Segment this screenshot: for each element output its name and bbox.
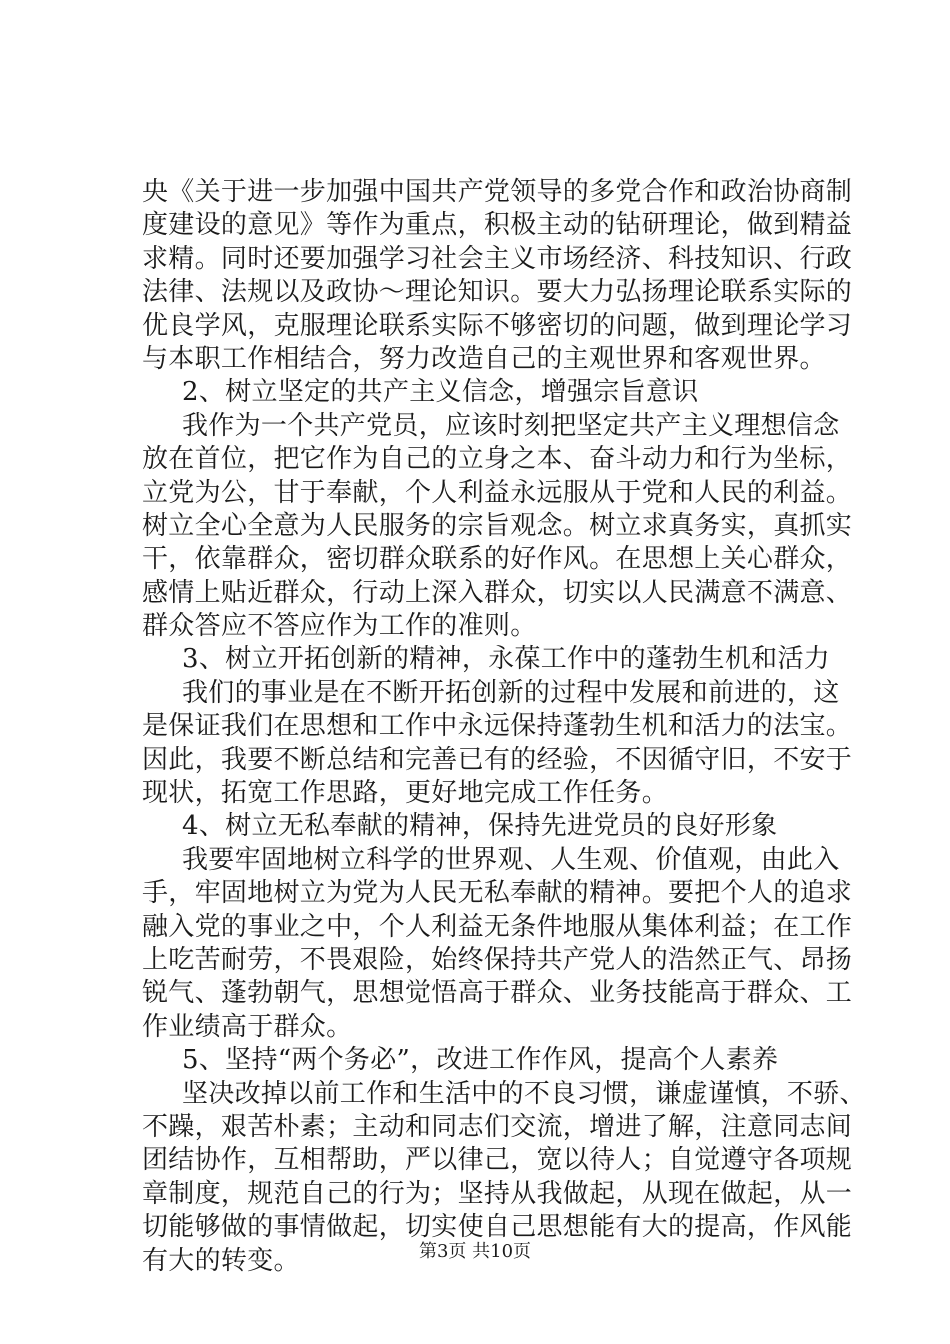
text-line: 因此，我要不断总结和完善已有的经验，不因循守旧，不安于 <box>142 744 853 775</box>
text-line: 法律、法规以及政协～理论知识。要大力弘扬理论联系实际的 <box>142 277 853 308</box>
page-footer: 第3页 共10页 <box>418 1241 532 1262</box>
text-line: 4、树立无私奉献的精神，保持先进党员的良好形象 <box>182 811 778 842</box>
text-line: 我要牢固地树立科学的世界观、人生观、价值观，由此入 <box>182 844 840 875</box>
text-line: 融入党的事业之中，个人利益无条件地服从集体利益；在工作 <box>142 911 853 942</box>
text-line: 不躁，艰苦朴素；主动和同志们交流，增进了解，注意同志间 <box>142 1111 853 1142</box>
text-line: 与本职工作相结合，努力改造自己的主观世界和客观世界。 <box>142 343 826 374</box>
text-line: 上吃苦耐劳，不畏艰险，始终保持共产党人的浩然正气、昂扬 <box>142 944 853 975</box>
text-line: 有大的转变。 <box>142 1245 300 1276</box>
text-line: 树立全心全意为人民服务的宗旨观念。树立求真务实，真抓实 <box>142 510 853 541</box>
text-line: 央《关于进一步加强中国共产党领导的多党合作和政治协商制 <box>142 177 853 207</box>
text-line: 度建设的意见》等作为重点，积极主动的钻研理论，做到精益 <box>142 210 853 241</box>
text-line: 5、坚持“两个务必”，改进工作作风，提高个人素养 <box>182 1045 779 1076</box>
text-line: 求精。同时还要加强学习社会主义市场经济、科技知识、行政 <box>142 243 853 274</box>
text-line: 手，牢固地树立为党为人民无私奉献的精神。要把个人的追求 <box>142 878 853 909</box>
text-line: 立党为公，甘于奉献，个人利益永远服从于党和人民的利益。 <box>142 477 853 508</box>
text-line: 3、树立开拓创新的精神，永葆工作中的蓬勃生机和活力 <box>182 644 831 675</box>
text-line: 切能够做的事情做起，切实使自己思想能有大的提高，作风能 <box>142 1212 853 1243</box>
text-line: 群众答应不答应作为工作的准则。 <box>142 611 537 642</box>
text-line: 干，依靠群众，密切群众联系的好作风。在思想上关心群众， <box>142 544 853 575</box>
text-line: 团结协作，互相帮助，严以律己，宽以待人；自觉遵守各项规 <box>142 1145 853 1176</box>
text-line: 是保证我们在思想和工作中永远保持蓬勃生机和活力的法宝。 <box>142 711 853 742</box>
text-line: 锐气、蓬勃朝气，思想觉悟高于群众、业务技能高于群众、工 <box>142 978 853 1009</box>
text-line: 现状，拓宽工作思路，更好地完成工作任务。 <box>142 778 669 809</box>
text-line: 坚决改掉以前工作和生活中的不良习惯，谦虚谨慎，不骄、 <box>182 1078 866 1109</box>
text-line: 优良学风，克服理论联系实际不够密切的问题，做到理论学习 <box>142 310 853 341</box>
text-line: 2、树立坚定的共产主义信念，增强宗旨意识 <box>182 377 699 408</box>
document-body <box>142 176 866 1278</box>
text-line: 作业绩高于群众。 <box>142 1011 353 1042</box>
text-line: 我作为一个共产党员，应该时刻把坚定共产主义理想信念 <box>182 410 840 441</box>
text-line: 章制度，规范自己的行为；坚持从我做起，从现在做起，从一 <box>142 1178 853 1209</box>
text-line: 感情上贴近群众，行动上深入群众，切实以人民满意不满意、 <box>142 577 853 608</box>
text-line: 我们的事业是在不断开拓创新的过程中发展和前进的，这 <box>182 677 840 708</box>
text-line: 放在首位，把它作为自己的立身之本、奋斗动力和行为坐标， <box>142 444 853 475</box>
